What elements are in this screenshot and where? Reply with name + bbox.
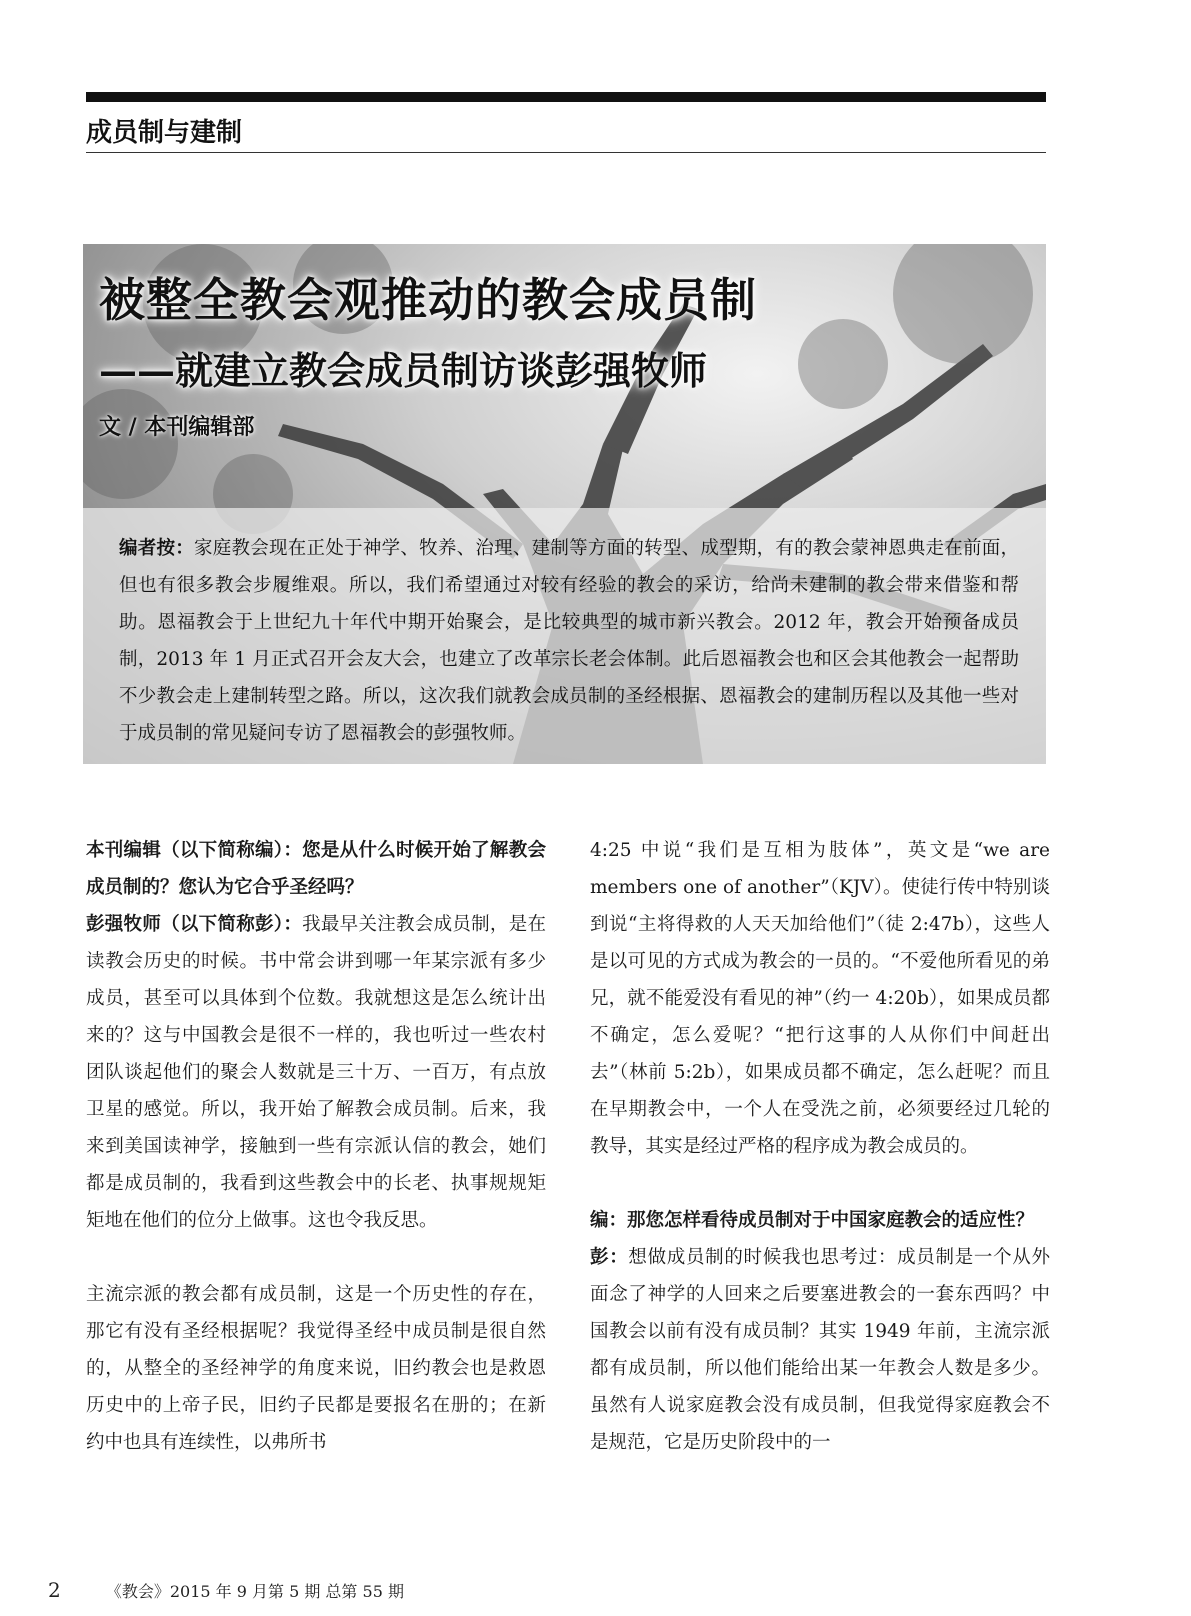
answer-1-text: 我最早关注教会成员制，是在读教会历史的时候。书中常会讲到哪一年某宗派有多少成员，甚至可以具体到个位数。我就想这是怎么统计出来的？这与中国教会是很不一样的，我也听过一些农村团队谈起他们的聚会人数就是三十万、一百万，有点放卫星的感觉。所以，我开始了解教会成员制。后来，我来到美国读神学，接触到一些有宗派认信的教会，她们都是成员制的，我看到这些教会中的长老、执事规规矩矩地在他们的位分上做事。这也令我反思。 — [86, 914, 546, 1231]
answer-2-speaker: 彭： — [590, 1247, 629, 1268]
article-byline: 文 / 本刊编辑部 — [99, 415, 255, 440]
editor-note-box — [83, 508, 1046, 764]
answer-1-paragraph-2: 主流宗派的教会都有成员制，这是一个历史性的存在，那它有没有圣经根据呢？我觉得圣经中成员制是很自然的，从整全的圣经神学的角度来说，旧约教会也是救恩历史中的上帝子民，旧约子民都是要报名在册的；在新约中也具有连续性，以弗所书 — [86, 1284, 546, 1453]
section-divider — [86, 152, 1046, 153]
editor-note-label: 编者按： — [119, 538, 195, 559]
publication-info: 《教会》2015 年 9 月第 5 期 总第 55 期 — [105, 1582, 404, 1601]
editor-note — [119, 530, 1019, 752]
page-number: 2 — [48, 1578, 61, 1602]
page-footer — [48, 1578, 404, 1602]
editor-note-text: 家庭教会现在正处于神学、牧养、治理、建制等方面的转型、成型期，有的教会蒙神恩典走在前面，但也有很多教会步履维艰。所以，我们希望通过对较有经验的教会的采访，给尚未建制的教会带来借鉴和帮助。恩福教会于上世纪九十年代中期开始聚会，是比较典型的城市新兴教会。2012 年，教会开始预备成员制，2013 年 1 月正式召开会友大会，也建立了改革宗长老会体制。此后恩福教会也和区会其他教会一起帮助不少教会走上建制转型之路。所以，这次我们就教会成员制的圣经根据、恩福教会的建制历程以及其他一些对于成员制的常见疑问专访了恩福教会的彭强牧师。 — [119, 538, 1019, 744]
answer-1-speaker: 彭强牧师（以下简称彭）： — [86, 914, 303, 935]
question-2: 编：那您怎样看待成员制对于中国家庭教会的适应性？ — [590, 1210, 1035, 1231]
answer-1 — [86, 906, 546, 1239]
article-headline: 被整全教会观推动的教会成员制 — [99, 273, 757, 327]
question-1: 本刊编辑（以下简称编）：您是从什么时候开始了解教会成员制的？您认为它合乎圣经吗？ — [86, 840, 546, 898]
right-column — [590, 832, 1050, 1461]
section-title: 成员制与建制 — [86, 118, 243, 148]
article-banner — [83, 244, 1046, 764]
answer-2-text: 想做成员制的时候我也思考过：成员制是一个从外面念了神学的人回来之后要塞进教会的一套东西吗？中国教会以前有没有成员制？其实 1949 年前，主流宗派都有成员制，所以他们能给出某一年教会人数是多少。虽然有人说家庭教会没有成员制，但我觉得家庭教会不是规范，它是历史阶段中的一 — [590, 1247, 1050, 1453]
left-column — [86, 832, 546, 1461]
article-subheadline: ——就建立教会成员制访谈彭强牧师 — [99, 348, 708, 393]
top-rule — [86, 92, 1046, 102]
answer-1-continued: 4:25 中说“我们是互相为肢体”，英文是“we are members one of another”（KJV）。使徒行传中特别谈到说“主将得救的人天天加给他们”（徒 2:47b），这些人是以可见的方式成为教会的一员的。“不爱他所看见的弟兄，就不能爱没有看见的神”（约一 4:20b），如果成员都不确定，怎么爱呢？“把行这事的人从你们中间赶出去”（林前 5:2b），如果成员都不确定，怎么赶呢？而且在早期教会中，一个人在受洗之前，必须要经过几轮的教导，其实是经过严格的程序成为教会成员的。 — [590, 840, 1050, 1157]
answer-2 — [590, 1239, 1050, 1461]
